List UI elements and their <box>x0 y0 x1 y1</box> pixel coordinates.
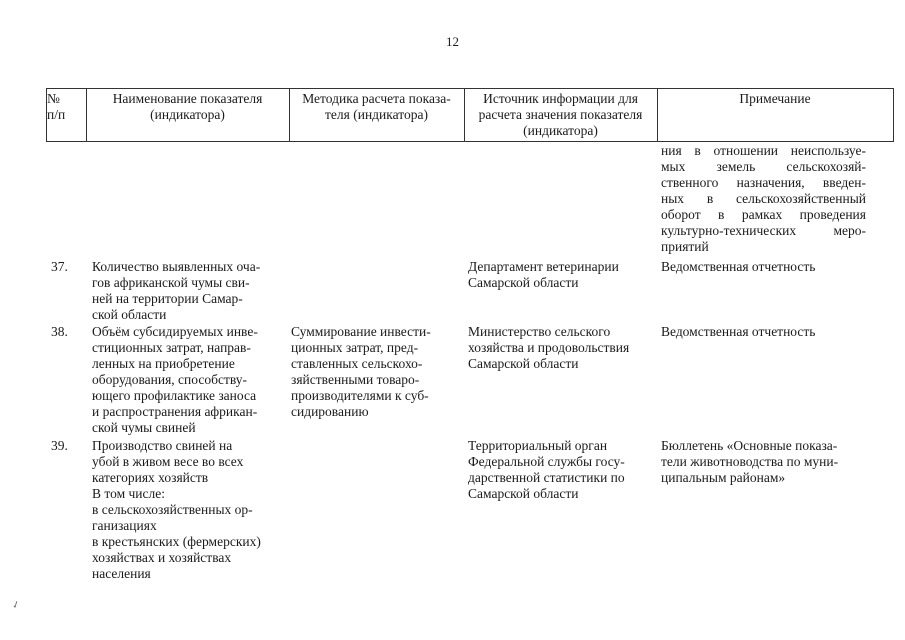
row-number: 38. <box>51 324 68 339</box>
row-number: 37. <box>51 259 68 274</box>
table-border-top <box>46 88 894 89</box>
row-note: Ведомственная отчетность <box>661 259 816 274</box>
page-number: 12 <box>446 34 459 49</box>
indicator-name: Объём субсидируемых инве- стиционных затрат, направ- ленных на приобретение оборудования, способству- ющего профилактике заноса и распространения африкан- ской чумы свиней <box>92 324 258 435</box>
col-line-6 <box>893 88 894 142</box>
header-note: Примечание <box>739 91 811 106</box>
calculation-method: Суммирование инвести- ционных затрат, пред- ставленных сельскохо- зяйственными товаро- производителями к суб- сидированию <box>291 324 431 419</box>
information-source: Департамент ветеринарии Самарской области <box>468 259 619 290</box>
indicator-name: Количество выявленных оча- гов африканской чумы сви- ней на территории Самар- ской области <box>92 259 261 322</box>
table-border-bottom <box>46 141 894 142</box>
information-source: Министерство сельского хозяйства и продовольствия Самарской области <box>468 324 630 371</box>
row-number: 39. <box>51 438 68 453</box>
indicator-name: Производство свиней на убой в живом весе во всех категориях хозяйств В том числе: в сельскохозяйственных ор- ганизациях в крестьянских (фермерских) хозяйствах и хозяйствах населения <box>92 438 261 581</box>
scan-mark: ✓ <box>10 598 23 613</box>
header-number: № п/п <box>47 91 66 122</box>
row-note: Бюллетень «Основные показа- тели животноводства по муни- ципальным районам» <box>661 438 839 485</box>
row-note: Ведомственная отчетность <box>661 324 816 339</box>
continuation-note: ния в отношении неиспользуе- мых земель сельскохозяй- ственного назначения, введен- ных в сельскохозяйственный оборот в рамках проведения культурно-технических меро- приятий <box>661 143 866 254</box>
header-source: Источник информации для расчета значения показателя (индикатора) <box>478 91 643 138</box>
header-method: Методика расчета показа- теля (индикатора) <box>302 91 451 122</box>
information-source: Территориальный орган Федеральной службы госу- дарственной статистики по Самарской области <box>468 438 625 501</box>
header-indicator-name: Наименование показателя (индикатора) <box>112 91 263 122</box>
